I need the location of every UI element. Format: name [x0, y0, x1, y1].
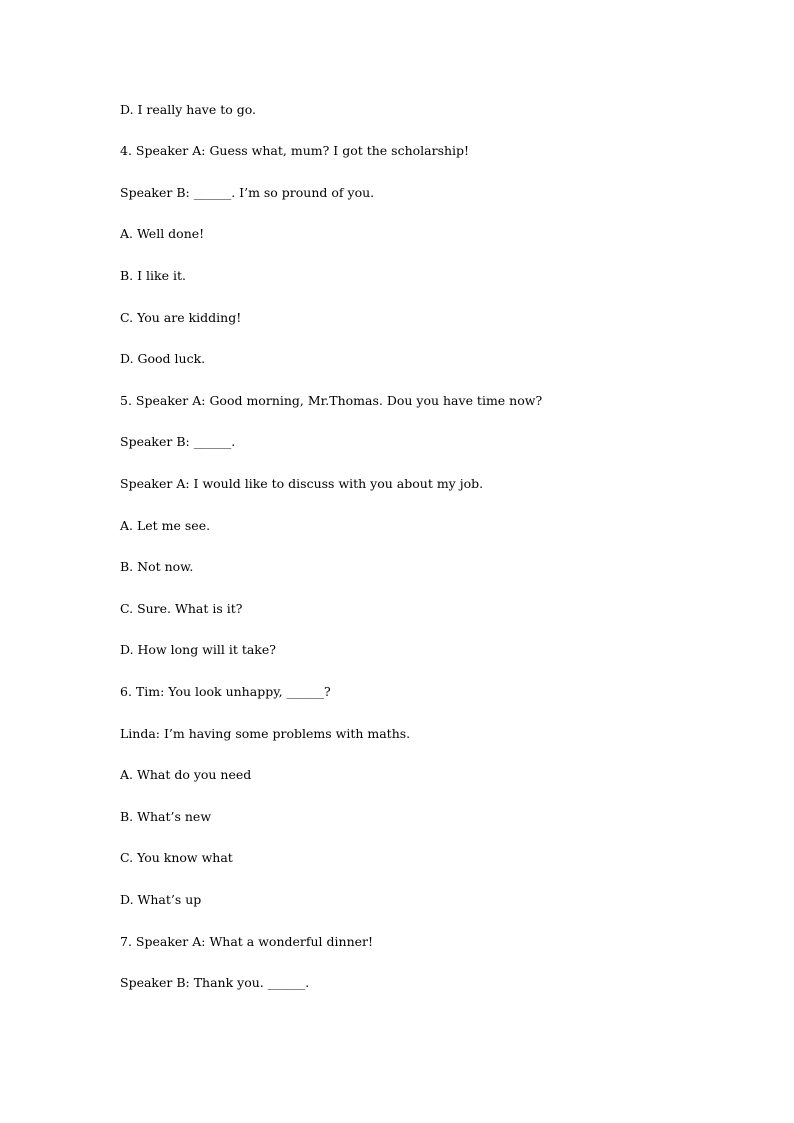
option-4d: D. Good luck.: [120, 351, 206, 366]
question-7-speaker-b: Speaker B: Thank you. ______.: [120, 975, 310, 990]
option-4b: B. I like it.: [120, 268, 186, 283]
question-5-speaker-b: Speaker B: ______.: [120, 434, 236, 449]
option-6a: A. What do you need: [120, 767, 252, 782]
question-4-speaker-a: 4. Speaker A: Guess what, mum? I got the scholarship!: [120, 143, 470, 158]
question-5-speaker-a: 5. Speaker A: Good morning, Mr.Thomas. Dou you have time now?: [120, 393, 543, 408]
question-4-speaker-b: Speaker B: ______. I’m so pround of you.: [120, 185, 375, 200]
option-5c: C. Sure. What is it?: [120, 601, 243, 616]
option-3d: D. I really have to go.: [120, 102, 257, 117]
option-5d: D. How long will it take?: [120, 642, 276, 657]
option-6b: B. What’s new: [120, 809, 212, 824]
option-6c: C. You know what: [120, 850, 233, 865]
option-5b: B. Not now.: [120, 559, 194, 574]
question-7-speaker-a: 7. Speaker A: What a wonderful dinner!: [120, 934, 374, 949]
question-6-linda: Linda: I’m having some problems with maths.: [120, 726, 411, 741]
option-4a: A. Well done!: [120, 226, 205, 241]
option-5a: A. Let me see.: [120, 518, 211, 533]
question-5-speaker-a-reply: Speaker A: I would like to discuss with you about my job.: [120, 476, 484, 491]
option-4c: C. You are kidding!: [120, 310, 242, 325]
option-6d: D. What’s up: [120, 892, 202, 907]
question-6-tim: 6. Tim: You look unhappy, ______?: [120, 684, 331, 699]
